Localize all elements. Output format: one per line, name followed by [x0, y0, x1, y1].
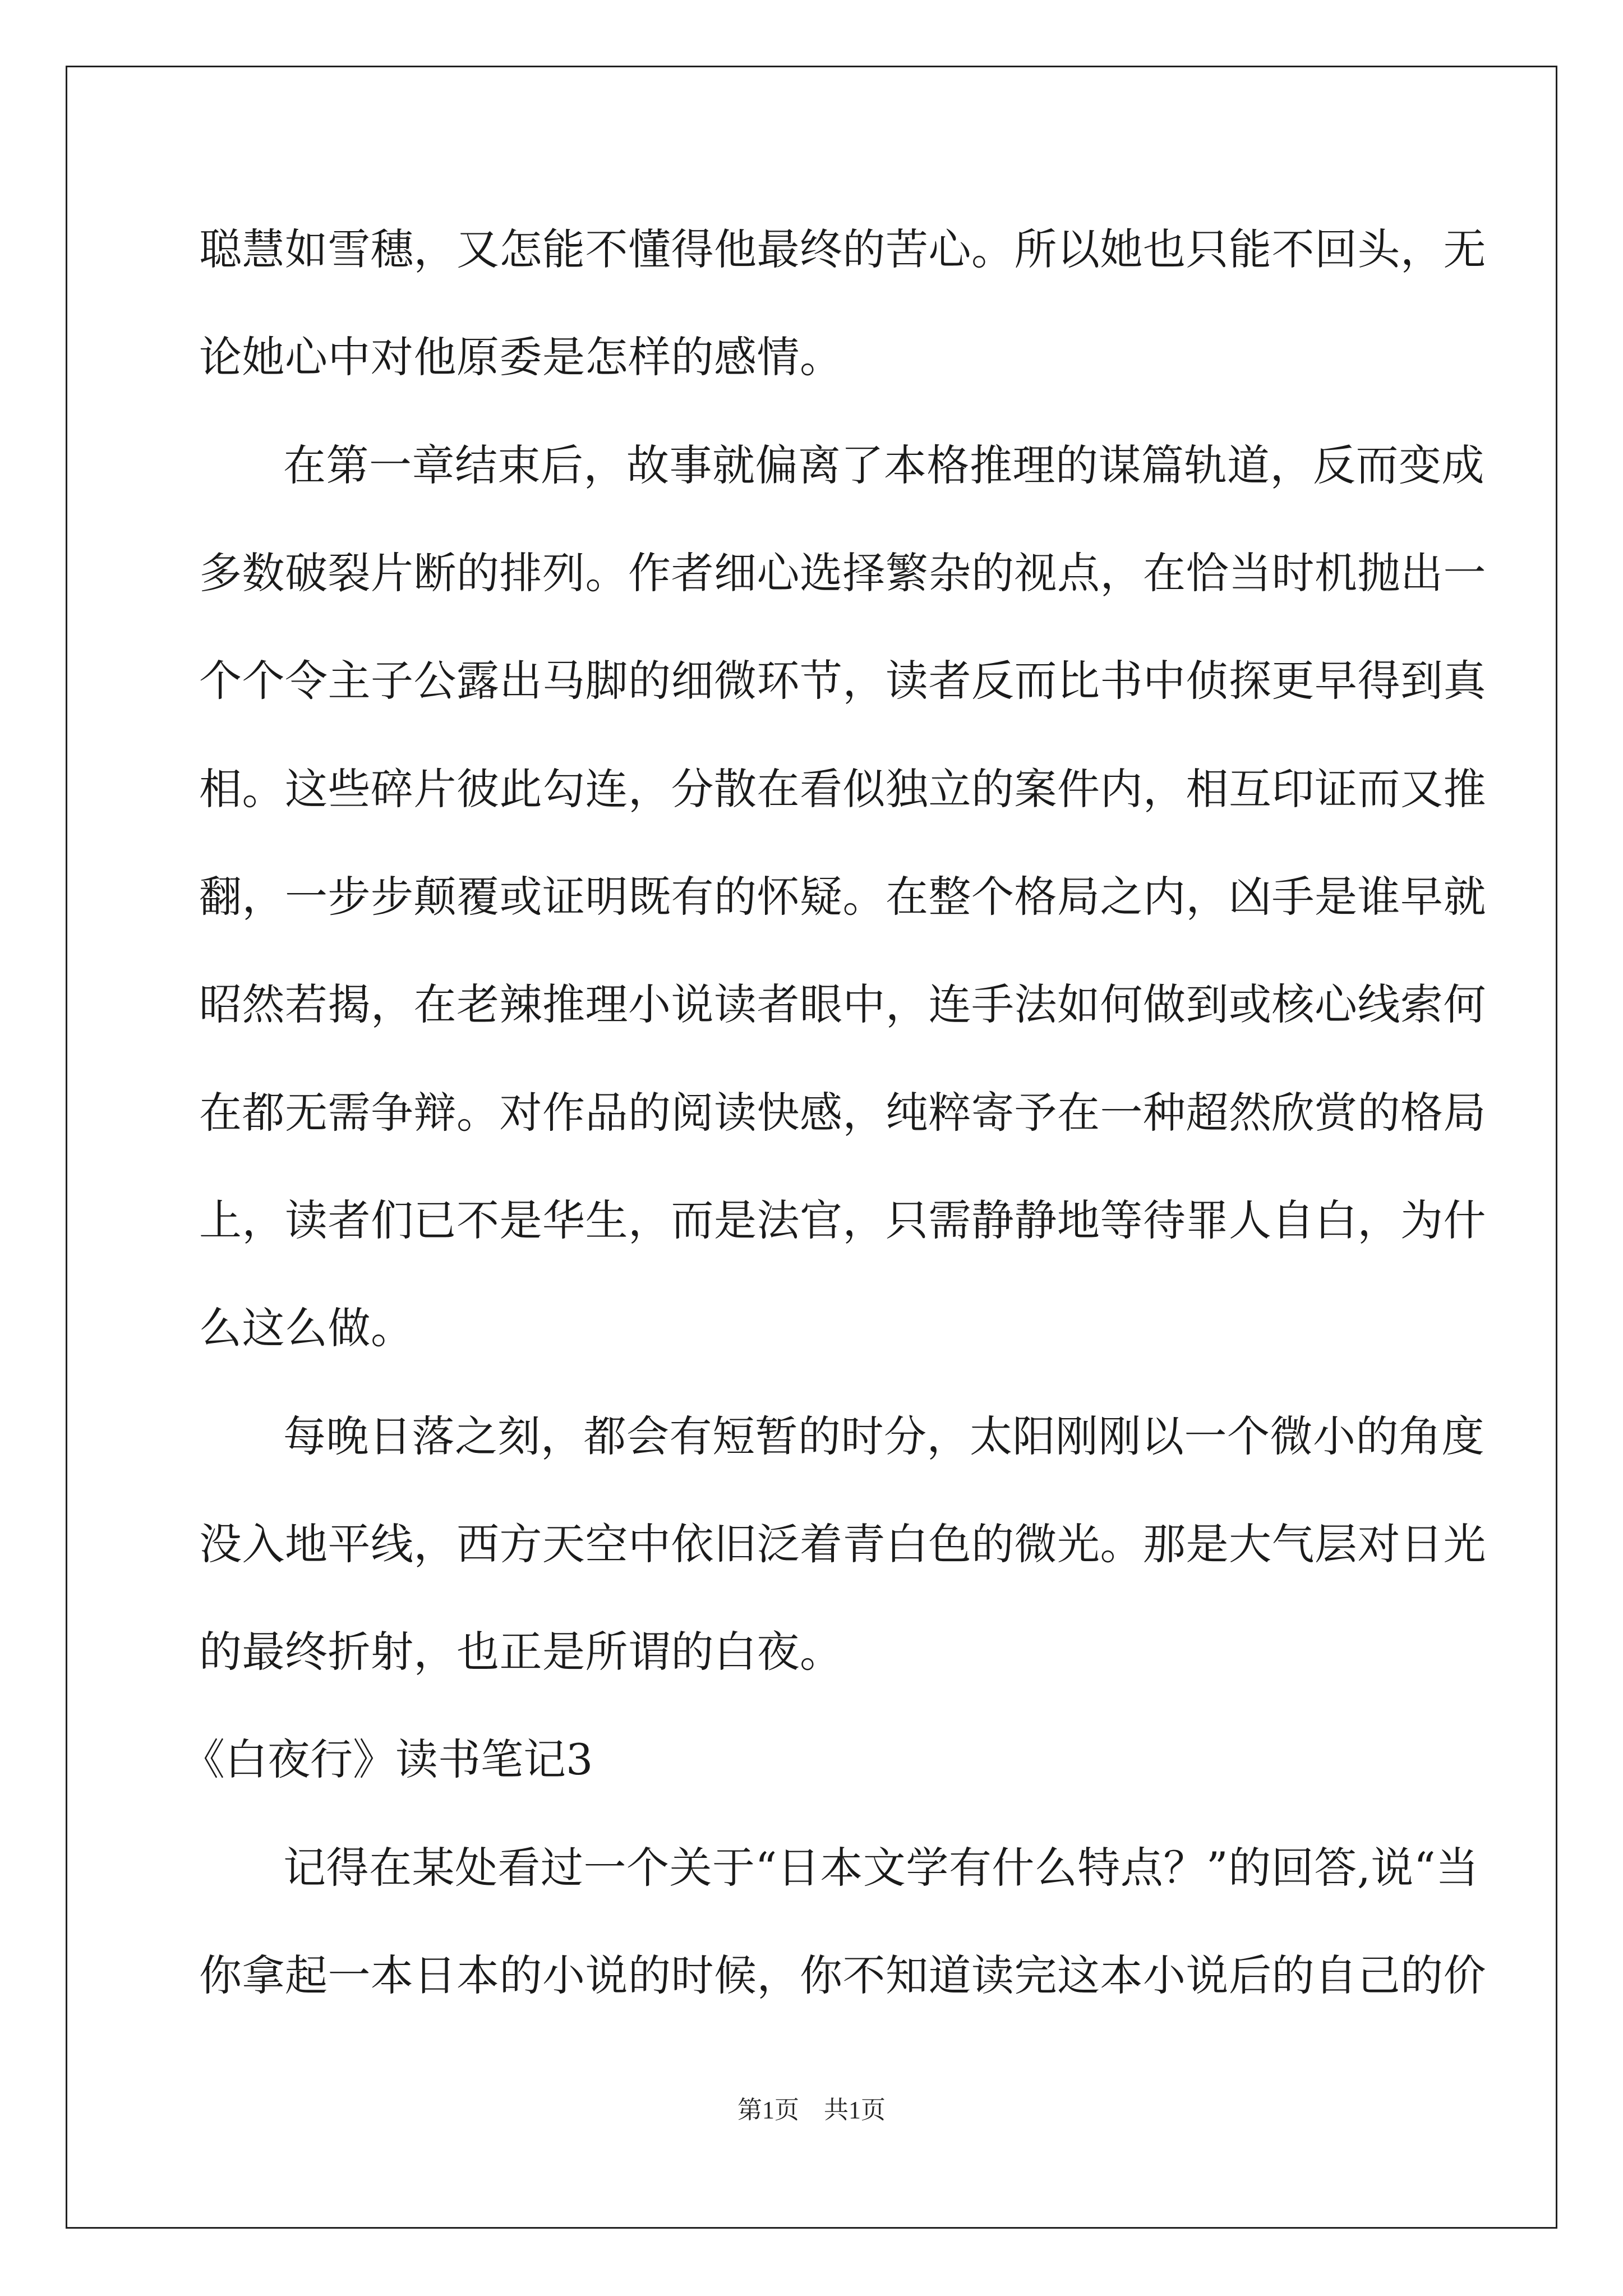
text-line: 在第一章结束后，故事就偏离了本格推理的谋篇轨道，反而变成 — [283, 440, 1484, 490]
text-line: 翻，一步步颠覆或证明既有的怀疑。在整个格局之内，凶手是谁早就 — [199, 872, 1486, 922]
text-line: 个个令主子公露出马脚的细微环节，读者反而比书中侦探更早得到真 — [199, 656, 1486, 706]
text-line: 你拿起一本日本的小说的时候，你不知道读完这本小说后的自己的价 — [199, 1950, 1486, 2000]
text-line: 相。这些碎片彼此勾连，分散在看似独立的案件内，相互印证而又推 — [199, 764, 1486, 814]
text-line: 的最终折射，也正是所谓的白夜。 — [199, 1627, 843, 1677]
text-line: 聪慧如雪穗，又怎能不懂得他最终的苦心。所以她也只能不回头，无 — [199, 224, 1486, 274]
text-line: 么这么做。 — [199, 1303, 414, 1353]
text-line: 记得在某处看过一个关于“日本文学有什么特点？”的回答,说“当 — [283, 1843, 1479, 1893]
text-line: 没入地平线，西方天空中依旧泛着青白色的微光。那是大气层对日光 — [199, 1519, 1486, 1569]
text-line: 多数破裂片断的排列。作者细心选择繁杂的视点，在恰当时机抛出一 — [199, 548, 1486, 598]
text-line: 每晚日落之刻，都会有短暂的时分，太阳刚刚以一个微小的角度 — [283, 1411, 1484, 1461]
text-line: 在都无需争辩。对作品的阅读快感，纯粹寄予在一种超然欣赏的格局 — [199, 1088, 1486, 1138]
text-line: 昭然若揭，在老辣推理小说读者眼中，连手法如何做到或核心线索何 — [199, 979, 1486, 1029]
text-line: 论她心中对他原委是怎样的感情。 — [199, 332, 843, 382]
section-heading: 《白夜行》读书笔记3 — [182, 1734, 593, 1784]
text-line: 上，读者们已不是华生，而是法官，只需静静地等待罪人自白，为什 — [199, 1195, 1486, 1245]
page-number-footer: 第1页 共1页 — [737, 2096, 886, 2124]
